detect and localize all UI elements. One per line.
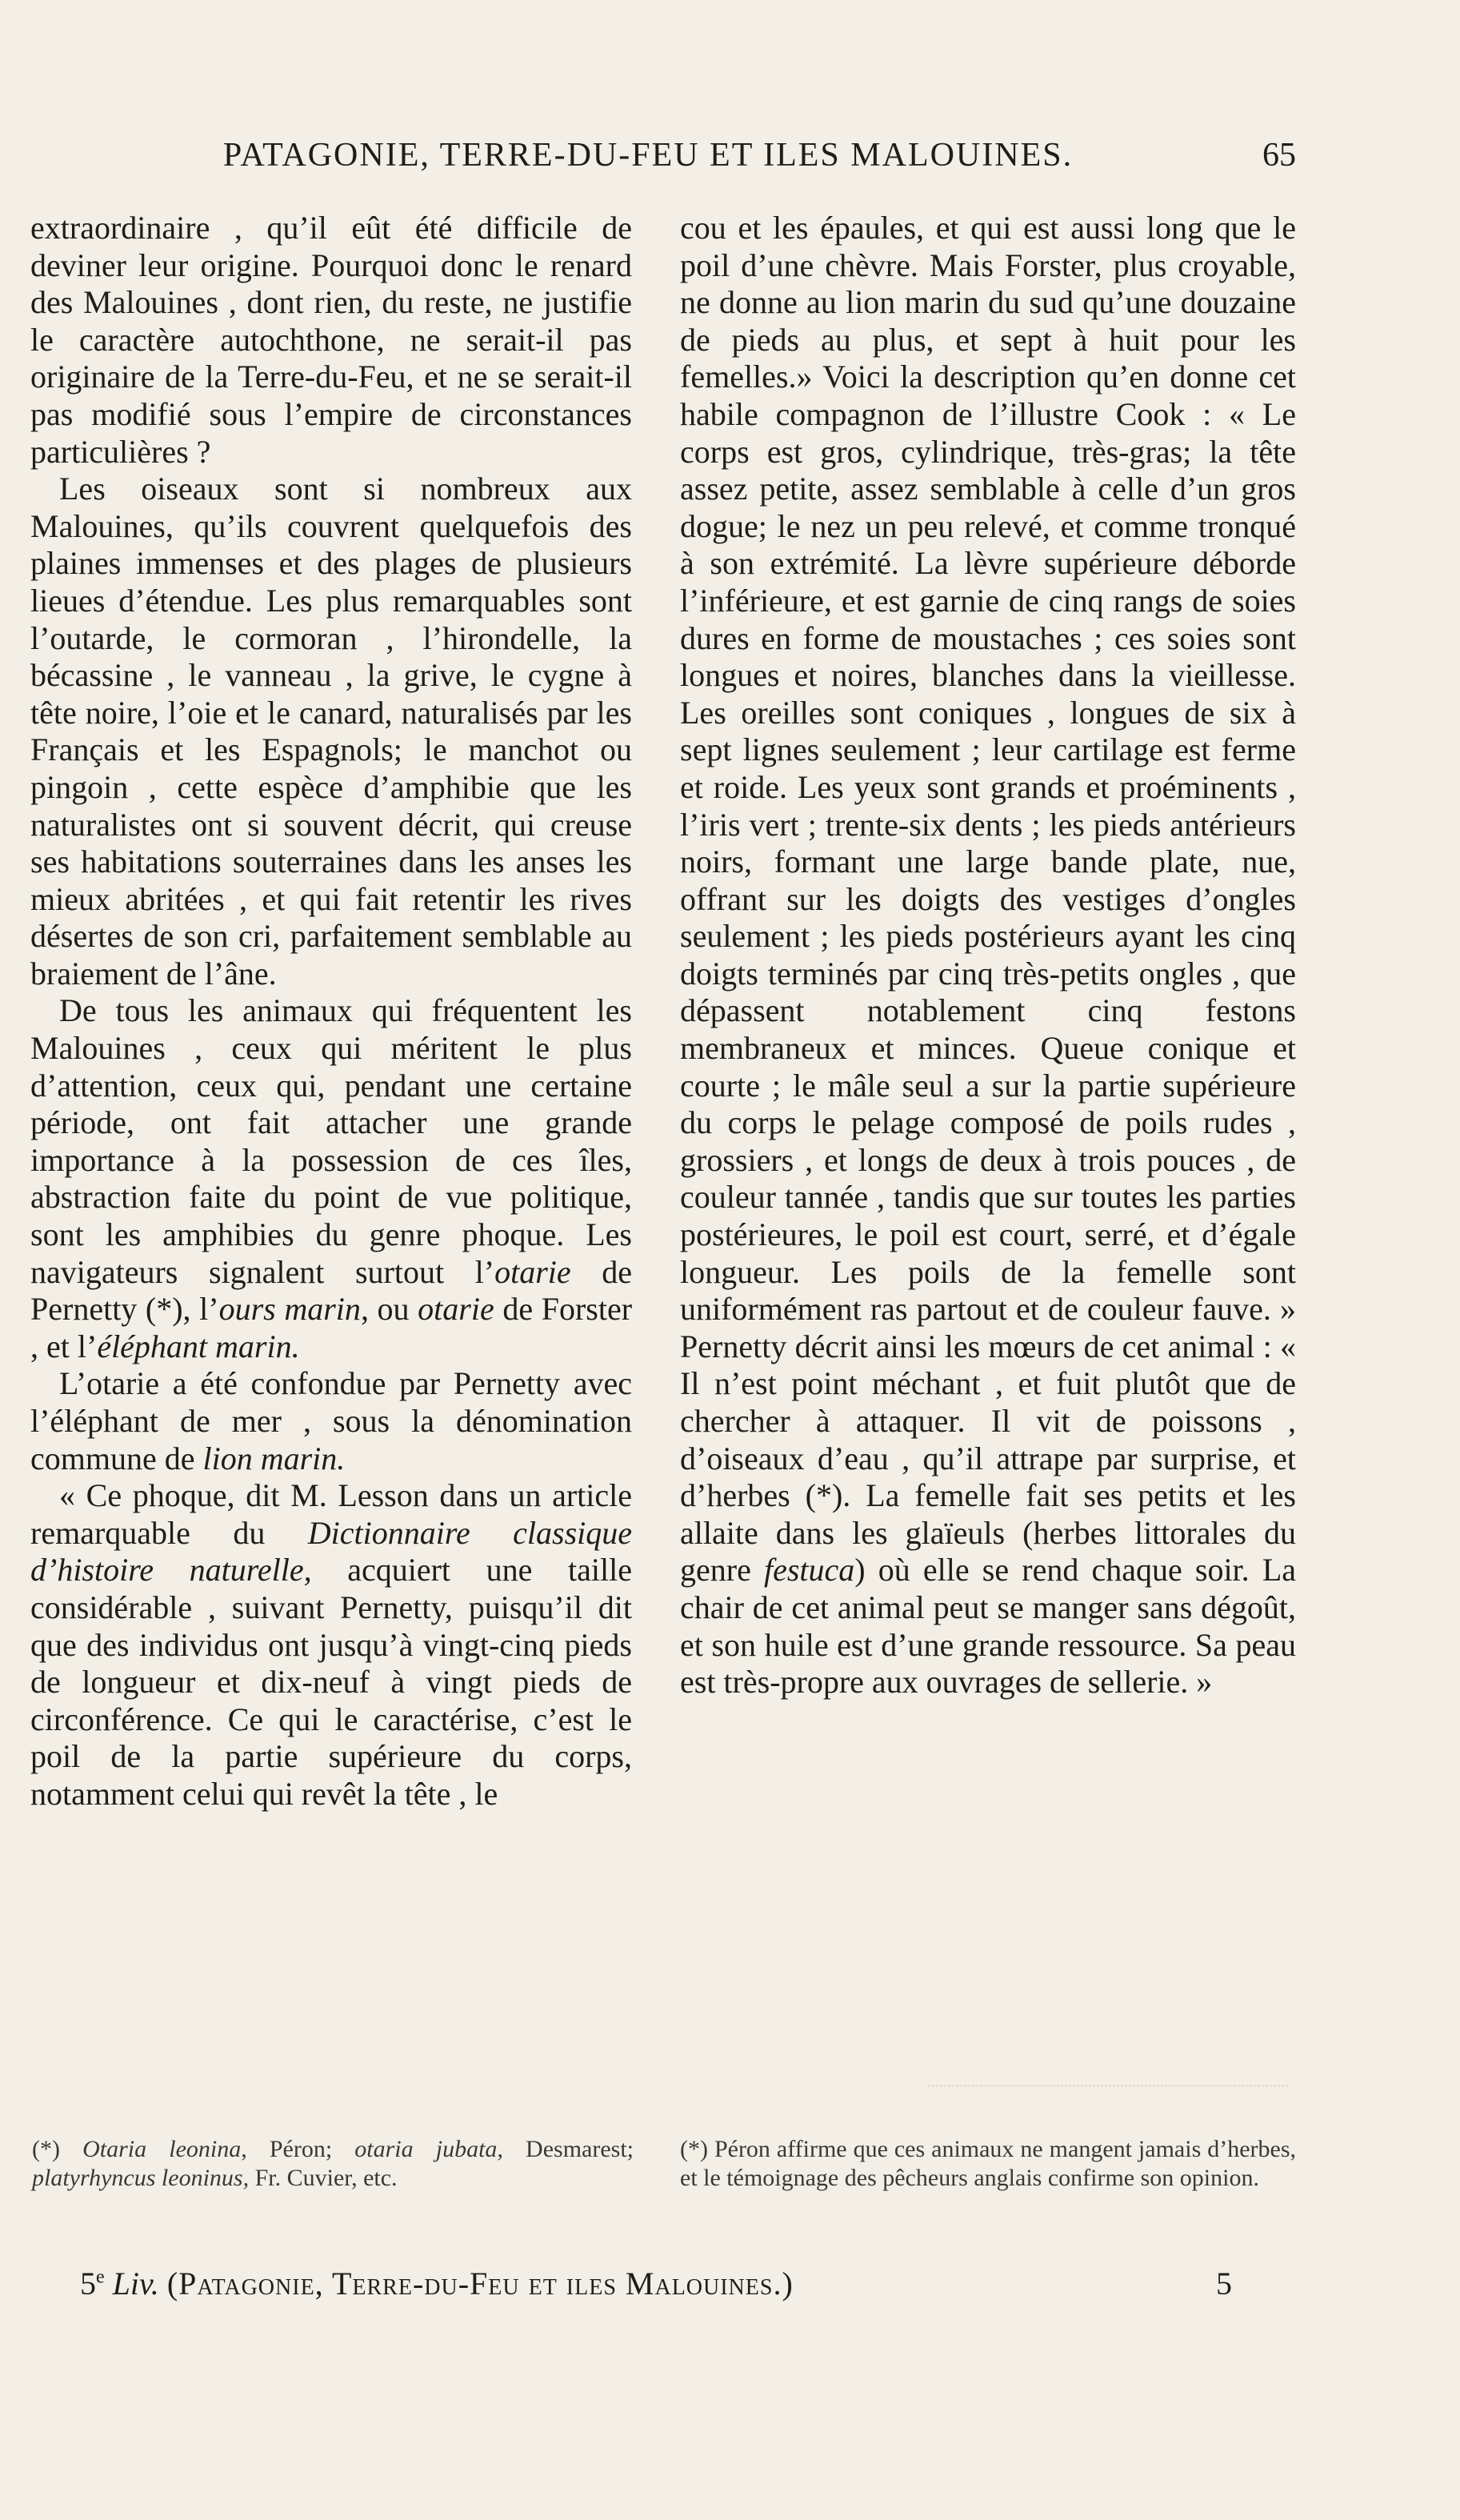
- text-run: « Ce phoque, dit M. Lesson dans un article remarquable du: [30, 1477, 632, 1551]
- italic-term: otarie: [418, 1291, 494, 1328]
- signature-title: (Patagonie, Terre-du-Feu et iles Malouines.): [166, 2266, 794, 2302]
- right-column: [680, 210, 1296, 1701]
- text-run: , Péron;: [241, 2136, 355, 2162]
- paragraph: [680, 210, 1296, 1701]
- livraison-number: 5: [80, 2266, 96, 2302]
- footnote-divider: [928, 2085, 1288, 2086]
- italic-term: otarie: [494, 1253, 571, 1290]
- text-run: ) où elle se rend chaque soir. La chair de cet animal peut se manger sans dégoût, et son huile est d’une grande ressource. Sa peau est très-propre aux ouvrages de sellerie. »: [680, 1552, 1296, 1701]
- text-run: L’otarie a été confondue par Pernetty avec l’éléphant de mer , sous la dénomination commune de: [30, 1365, 632, 1476]
- livraison-label: Liv.: [112, 2266, 159, 2302]
- text-run: De tous les animaux qui fréquentent les Malouines , ceux qui méritent le plus d’attention, ceux qui, pendant une certaine période, ont fait attacher une grande importance à la possession de ces îles, abstraction faite du point de vue politique, sont les amphibies du genre phoque. Les navigateurs signalent surtout l’: [30, 992, 632, 1290]
- text-run: acquiert une taille considérable , suivant Pernetty, puisqu’il dit que des individus ont jusqu’à vingt-cinq pieds de longueur et dix-neuf à vingt pieds de circonférence. Ce qui le caractérise, c’est le poil de la partie supérieure du corps, notamment celui qui revêt la tête , le: [30, 1552, 632, 1812]
- paragraph: extraordinaire , qu’il eût été difficile de deviner leur origine. Pourquoi donc le renard des Malouines , dont rien, du reste, ne justifie le caractère autochthone, ne serait-il pas originaire de la Terre-du-Feu, et ne se serait-il pas modifié sous l’empire de circonstances particulières ?: [30, 210, 632, 470]
- left-column: [30, 210, 632, 1813]
- page-header: [144, 136, 1296, 184]
- footnote-left: [32, 2135, 634, 2193]
- italic-term: Otaria leonina: [82, 2136, 242, 2162]
- italic-term: éléphant marin.: [97, 1328, 300, 1364]
- text-run: , ou: [360, 1291, 418, 1328]
- running-title: PATAGONIE, TERRE-DU-FEU ET ILES MALOUINES.: [222, 137, 1074, 174]
- footnote-right: (*) Péron affirme que ces animaux ne mangent jamais d’herbes, et le témoignage des pêcheurs anglais confirme son opinion.: [680, 2136, 1296, 2191]
- paragraph: [30, 1365, 632, 1477]
- paragraph: Les oiseaux sont si nombreux aux Malouines, qu’ils couvrent quelquefois des plaines immenses et des plages de plusieurs lieues d’étendue. Les plus remarquables sont l’outarde, le cormoran , l’hirondelle, la bécassine , le vanneau , la grive, le cygne à tête noire, l’oie et le canard, naturalisés par les Français et les Espagnols; le manchot ou pingoin , cette espèce d’amphibie que les naturalistes ont si souvent décrit, qui creuse ses habitations souterraines dans les anses les mieux abritées , et qui fait retentir les rives désertes de son cri, parfaitement semblable au braiement de l’âne.: [30, 471, 632, 992]
- text-run: Desmarest;: [502, 2136, 634, 2162]
- italic-term: otaria jubata,: [354, 2136, 503, 2162]
- livraison-superscript: e: [96, 2266, 105, 2288]
- italic-term: festuca: [763, 1552, 855, 1589]
- text-run: de Pernetty (*), l’: [30, 1253, 632, 1328]
- italic-term: ours marin: [218, 1291, 361, 1328]
- printer-signature: [80, 2265, 1232, 2302]
- text-run: Fr. Cuvier, etc.: [249, 2165, 398, 2191]
- page-number: 65: [1262, 137, 1296, 174]
- italic-term: Dictionnaire classique d’histoire naturelle,: [30, 1514, 632, 1589]
- italic-term: lion marin.: [202, 1440, 346, 1476]
- signature-number: 5: [1216, 2266, 1232, 2302]
- text-run: de Forster , et l’: [30, 1291, 633, 1364]
- italic-term: platyrhyncus leoninus,: [32, 2165, 250, 2191]
- text-run: cou et les épaules, et qui est aussi long que le poil d’une chèvre. Mais Forster, plus croyable, ne donne au lion marin du sud qu’une douzaine de pieds au plus, et sept à huit pour les femelles.» Voici la description qu’en donne cet habile compagnon de l’illustre Cook : « Le corps est gros, cylindrique, très-gras; la tête assez petite, assez semblable à celle d’un gros dogue; le nez un peu relevé, et comme tronqué à son extrémité. La lèvre supérieure déborde l’inférieure, et est garnie de cinq rangs de soies dures en forme de moustaches ; ces soies sont longues et noires, blanches dans la vieillesse. Les oreilles sont coniques , longues de six à sept lignes seulement ; leur cartilage est ferme et roide. Les yeux sont grands et proéminents , l’iris vert ; trente-six dents ; les pieds antérieurs noirs, formant une large bande plate, nue, offrant sur les doigts des vestiges d’ongles seulement ; les pieds postérieurs ayant les cinq doigts terminés par cinq très-petits ongles , que dépassent notablement cinq festons membraneux et minces. Queue conique et courte ; le mâle seul a sur la partie supérieure du corps le pelage composé de poils rudes , grossiers , et longs de deux à trois pouces , de couleur tannée , tandis que sur toutes les parties postérieures, le poil est court, serré, et d’égale longueur. Les poils de la femelle sont uniformément ras partout et de couleur fauve. » Pernetty décrit ainsi les mœurs de cet animal : « Il n’est point méchant , et fuit plutôt que de chercher à attaquer. Il vit de poissons , d’oiseaux d’eau , qu’il attrape par surprise, et d’herbes (*). La femelle fait ses petits et les allaite dans les glaïeuls (herbes littorales du genre: [680, 210, 1296, 1589]
- footnote-mark: (*): [32, 2136, 83, 2162]
- paragraph: [30, 992, 632, 1365]
- paragraph: [30, 1477, 632, 1813]
